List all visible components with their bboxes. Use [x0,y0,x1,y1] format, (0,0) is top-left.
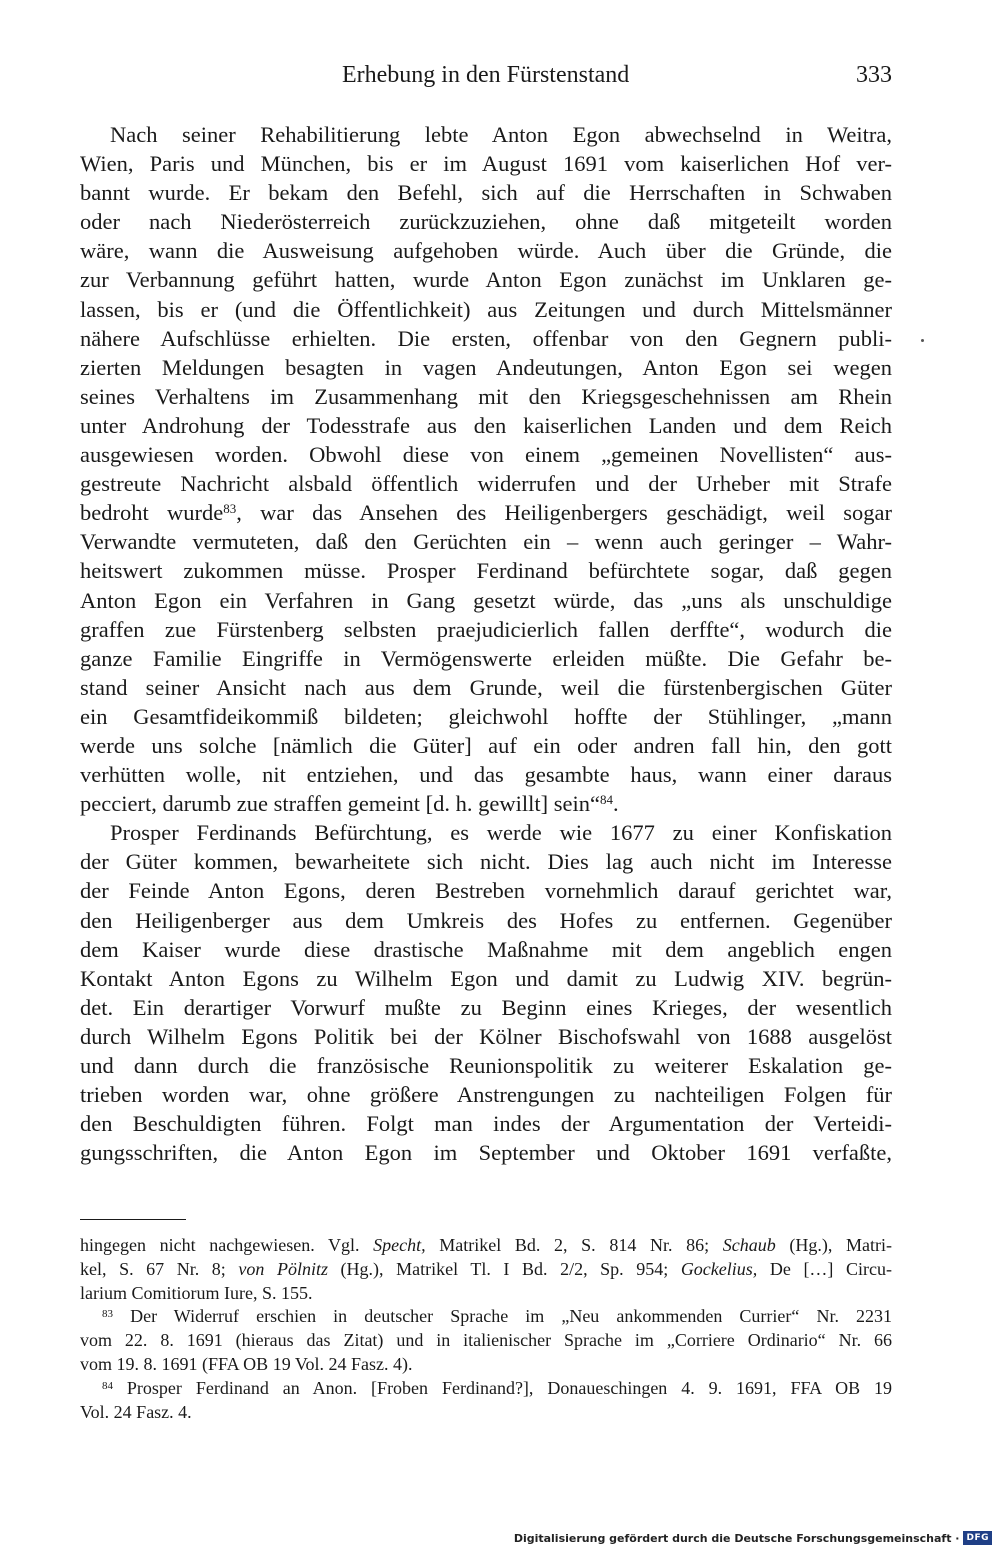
footnote-text: Matrikel Bd. 2, S. 814 Nr. 86; [425,1235,723,1255]
body-line-text: bannt wurde. Er bekam den Befehl, sich auf die Herrschaften in Schwaben [80,180,892,206]
footnote-text: kel, S. 67 Nr. 8; [80,1258,239,1279]
body-line-text: nähere Aufschlüsse erhielten. Die ersten, offenbar von den Gegnern publi- [80,325,892,351]
footnotes [80,1234,892,1424]
body-line [80,993,892,1022]
body-line-text: Nach seiner Rehabilitierung lebte Anton Egon abwechselnd in Weitra, [110,122,892,147]
body-line-text: gungsschriften, die Anton Egon im September und Oktober 1691 verfaßte, [80,1140,892,1166]
footnote-reference[interactable]: 84 [600,792,614,808]
footnote-text: hingegen nicht nachgewiesen. Vgl. [80,1235,374,1255]
footnote-text: vom 19. 8. 1691 (FFA OB 19 Vol. 24 Fasz. 4). [80,1353,413,1374]
body-text [80,120,892,1167]
body-line [80,295,892,324]
body-line-text: Anton Egon ein Verfahren in Gang gesetzt würde, das „uns als unschuldige [80,587,892,613]
dfg-logo: DFG [963,1531,992,1545]
body-line-text: oder nach Niederösterreich zurückzuziehen, ohne daß mitgeteilt worden [80,209,892,235]
footnote-line [80,1234,892,1258]
body-line [80,353,892,382]
footnote-line [80,1305,892,1329]
body-line-text: ein Gesamtfideikommiß bildeten; gleichwohl hoffte der Stühlinger, „mann [80,703,892,729]
body-line-text: Kontakt Anton Egons zu Wilhelm Egon und damit zu Ludwig XIV. begrün- [80,965,892,991]
body-line [80,1109,892,1138]
body-line-text: det. Ein derartiger Vorwurf mußte zu Beginn eines Krieges, der wesentlich [80,994,892,1020]
body-line-text: wäre, wann die Ausweisung aufgehoben würde. Auch über die Gründe, die [80,238,892,264]
body-line [80,120,892,149]
running-head [80,62,892,92]
body-line-text: zierten Meldungen besagten in vagen Andeutungen, Anton Egon sei wegen [80,354,892,380]
footnote-number: 84 [102,1379,113,1392]
footnote-text: Prosper Ferdinand an Anon. [Froben Ferdinand?], Donaueschingen 4. 9. 1691, FFA OB 19 [126,1377,892,1398]
page-number: 333 [856,62,892,88]
body-line-text: dem Kaiser wurde diese drastische Maßnahme mit dem angeblich engen [80,936,892,962]
body-line [80,324,892,353]
footnote-text: De […] Circu- [757,1258,892,1279]
body-line [80,556,892,585]
footnote-number: 83 [102,1308,113,1321]
body-line-text: verhütten wolle, nit entziehen, und das gesambte haus, wann einer daraus [80,762,892,788]
body-line [80,760,892,789]
scan-speck [921,339,924,342]
footnote-text: (Hg.), Matri- [775,1235,892,1255]
digitization-credit-text: Digitalisierung gefördert durch die Deutsche Forschungsgemeinschaft · [513,1531,960,1545]
body-line [80,382,892,411]
body-line-text: durch Wilhelm Egons Politik bei der Kölner Bischofswahl von 1688 ausgelöst [80,1023,892,1049]
body-line [80,789,892,818]
body-line-text: graffen zue Fürstenberg selbsten praejudicierlich fallen derffte“, wodurch die [80,616,892,642]
body-line-text: werde uns solche [nämlich die Güter] auf ein oder andren fall hin, den gott [80,732,892,758]
cited-author: Gockelius, [680,1258,758,1279]
body-line-text: bedroht wurde [80,500,224,526]
footnote-text: larium Comitiorum Iure, S. 155. [80,1282,313,1303]
body-line [80,440,892,469]
body-line [80,207,892,236]
footnote-line [80,1329,892,1353]
body-line-text: , war das Ansehen des Heiligenbergers geschädigt, weil sogar [236,500,892,526]
footnote-text: Der Widerruf erschien in deutscher Sprache im „Neu ankommenden Currier“ Nr. 2231 [130,1306,893,1327]
footnote-text: Vol. 24 Fasz. 4. [80,1401,192,1422]
cited-author: Schaub [722,1235,776,1255]
body-line [80,702,892,731]
body-line-text: ausgewiesen worden. Obwohl diese von einem „gemeinen Novellisten“ aus- [80,442,892,468]
body-line-text: pecciert, darumb zue straffen gemeint [d. h. gewillt] sein“ [80,791,601,817]
body-line-text: heitswert zukommen müsse. Prosper Ferdinand befürchtete sogar, daß gegen [80,558,892,584]
body-line [80,935,892,964]
body-line-text: stand seiner Ansicht nach aus dem Grunde, weil die fürstenbergischen Güter [80,674,892,700]
body-line [80,411,892,440]
body-line-text: Verwandte vermuteten, daß den Gerüchten ein – wenn auch geringer – Wahr- [80,529,892,555]
body-line [80,236,892,265]
footnote-divider [80,1219,186,1220]
cited-author: von Pölnitz [238,1258,328,1279]
body-line [80,586,892,615]
cited-author: Specht, [373,1235,426,1255]
body-line-text: unter Androhung der Todesstrafe aus den kaiserlichen Landen und dem Reich [80,412,892,438]
body-line-text: den Heiligenberger aus dem Umkreis des Hofes zu entfernen. Gegenüber [80,907,892,933]
body-line-text: und dann durch die französische Reunionspolitik zu weiterer Eskalation ge- [80,1053,892,1078]
body-line [80,527,892,556]
body-line [80,149,892,178]
body-line [80,818,892,847]
footnote-line [80,1282,892,1306]
body-line [80,615,892,644]
body-line-text: gestreute Nachricht alsbald öffentlich widerrufen und der Urheber mit Strafe [80,471,892,497]
body-line [80,876,892,905]
body-line [80,178,892,207]
body-line-text: den Beschuldigten führen. Folgt man indes der Argumentation der Verteidi- [80,1111,892,1137]
body-line [80,1138,892,1167]
body-line [80,1022,892,1051]
body-line [80,964,892,993]
body-line [80,265,892,294]
body-line-text: der Güter kommen, bewarheitete sich nicht. Dies lag auch nicht im Interesse [80,849,892,875]
body-line [80,469,892,498]
body-line-text: ganze Familie Eingriffe in Vermögenswerte erleiden müßte. Die Gefahr be- [80,645,892,671]
body-line-text: zur Verbannung geführt hatten, wurde Anton Egon zunächst im Unklaren ge- [80,267,892,293]
footnote-text: vom 22. 8. 1691 (hieraus das Zitat) und in italienischer Sprache im „Corriere Ordinario“ Nr. 66 [80,1330,892,1351]
body-line [80,906,892,935]
body-line [80,644,892,673]
footnote-line [80,1377,892,1401]
footnote-line [80,1401,892,1425]
footnote-reference[interactable]: 83 [223,501,237,517]
body-line [80,1080,892,1109]
body-line [80,1051,892,1080]
body-line-text: lassen, bis er (und die Öffentlichkeit) aus Zeitungen und durch Mittelsmänner [80,296,892,322]
body-line-text: . [613,791,619,817]
body-line [80,731,892,760]
footnote-line [80,1258,892,1282]
body-line-text: seines Verhaltens im Zusammenhang mit den Kriegsgeschehnissen am Rhein [80,383,892,409]
body-line [80,847,892,876]
body-line-text: trieben worden war, ohne größere Anstrengungen zu nachteiligen Folgen für [80,1082,892,1108]
running-head-title: Erhebung in den Fürstenstand [342,62,630,88]
body-line [80,498,892,527]
body-line [80,673,892,702]
footnote-text: (Hg.), Matrikel Tl. I Bd. 2/2, Sp. 954; [327,1258,681,1279]
body-line-text: Prosper Ferdinands Befürchtung, es werde wie 1677 zu einer Konfiskation [110,820,892,846]
body-line-text: der Feinde Anton Egons, deren Bestreben vornehmlich darauf gerichtet war, [80,878,892,904]
digitization-credit [514,1530,992,1546]
body-line-text: Wien, Paris und München, bis er im August 1691 vom kaiserlichen Hof ver- [80,151,892,177]
footnote-line [80,1353,892,1377]
